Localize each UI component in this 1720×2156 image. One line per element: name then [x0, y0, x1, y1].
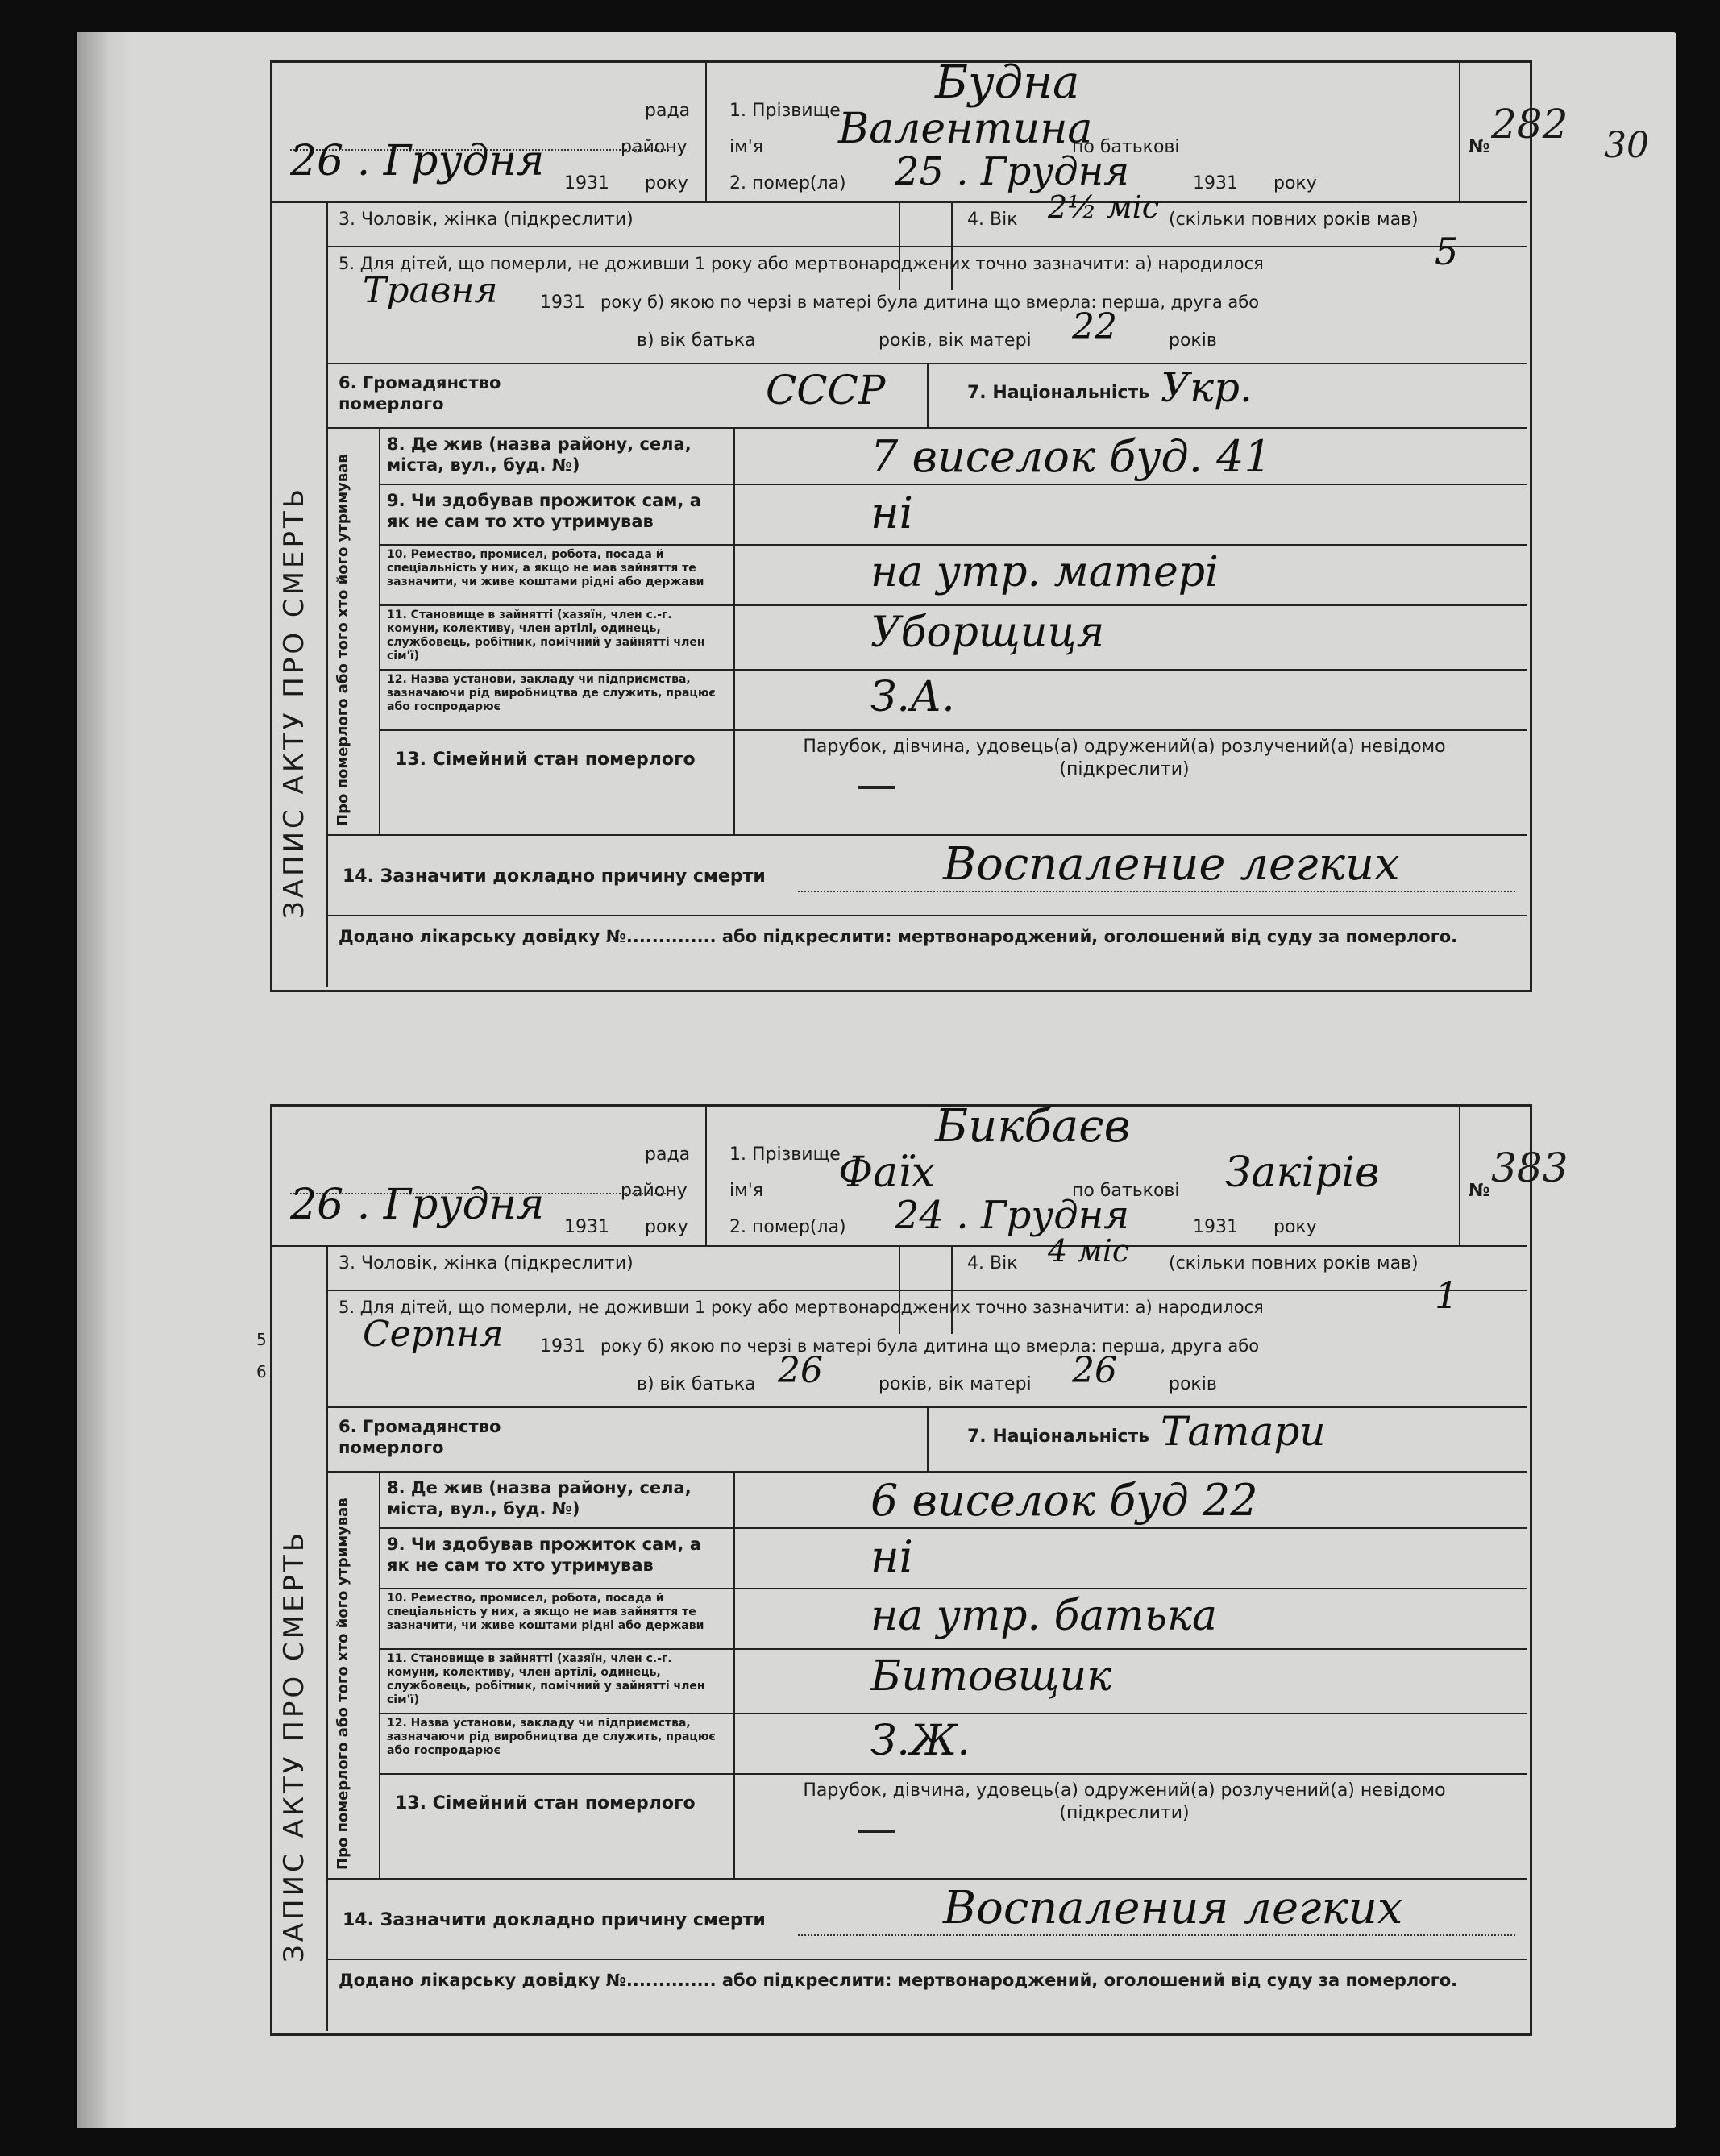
death-date: 25 . Грудня — [895, 149, 1130, 194]
label-cause: 14. Зазначити докладно причину смерти — [343, 1910, 766, 1930]
livelihood-value: ні — [870, 1531, 913, 1582]
occupation-value: на утр. матері — [870, 548, 1219, 596]
footer-note: Додано лікарську довідку №.............. або підкреслити: мертвонароджений, оголошений від суду за померлого. — [339, 1971, 1458, 1990]
label-occupation: 10. Ремество, промисел, робота, посада й спеціальність у них, а якщо не мав зайняття те зазначити, чи живе коштами рідні або держави — [387, 548, 704, 588]
residence-value: 7 виселок буд. 41 — [870, 431, 1272, 482]
label-age: 4. Вік — [967, 1253, 1018, 1273]
institution-value: З.Ж. — [870, 1717, 970, 1765]
born-year: 1931 — [540, 1336, 585, 1356]
label-name: ім'я — [729, 137, 763, 157]
mother-age: 26 — [1072, 1350, 1117, 1391]
label-roku: року — [645, 173, 688, 193]
label-infant: 5. Для дітей, що померли, не доживши 1 року або мертвонароджених точно зазначити: а) народилося — [339, 1298, 1264, 1317]
label-surname: 1. Прізвище — [729, 101, 841, 121]
registration-year: 1931 — [564, 173, 609, 193]
record-title: ЗАПИС АКТУ ПРО СМЕРТЬ — [278, 1529, 310, 1963]
marital-options: Парубок, дівчина, удовець(а) одружений(а) розлучений(а) невідомо (підкреслити) — [803, 737, 1446, 779]
label-position: 11. Становище в зайнятті (хазяїн, член с.-г. комуни, колективу, член артілі, одинець, службовець, робітник, помічний у зайнятті член сім'ї) — [387, 609, 705, 663]
label-raionu: району — [621, 1181, 688, 1201]
position-value: Уборщиця — [870, 609, 1105, 657]
father-age: 26 — [778, 1350, 823, 1391]
label-infant: 5. Для дітей, що померли, не доживши 1 року або мертвонароджених точно зазначити: а) народилося — [339, 254, 1264, 273]
position-value: Битовщик — [870, 1652, 1112, 1701]
label-institution: 12. Назва установи, закладу чи підприємства, зазначаючи рід виробництва де служить, працює або госпродарює — [387, 1717, 716, 1757]
born-month: Травня — [363, 270, 498, 311]
born-year: 1931 — [540, 293, 585, 313]
citizenship: ССCР — [766, 367, 886, 413]
surname: Бикбаєв — [935, 1100, 1131, 1153]
margin-mark-6: 6 — [256, 1362, 267, 1381]
label-birth-order: року б) якою по черзі в матері була дитина що вмерла: перша, друга або — [600, 293, 1260, 312]
label-patronymic: по батькові — [1072, 137, 1180, 157]
label-livelihood: 9. Чи здобував прожиток сам, а як не сам то хто утримував — [387, 491, 701, 531]
record-number: 383 — [1491, 1144, 1568, 1191]
born-day: 1 — [1435, 1273, 1459, 1317]
label-institution: 12. Назва установи, закладу чи підприємства, зазначаючи рід виробництва де служить, працює або госпродарює — [387, 673, 716, 713]
extra-number: 30 — [1604, 125, 1649, 166]
label-sex: 3. Чоловік, жінка (підкреслити) — [339, 1253, 634, 1273]
residence-value: 6 виселок буд 22 — [870, 1475, 1258, 1526]
label-rada: рада — [645, 1144, 691, 1165]
occupation-value: на утр. батька — [870, 1592, 1218, 1640]
registration-year: 1931 — [564, 1217, 609, 1237]
label-died: 2. помер(ла) — [729, 173, 846, 193]
livelihood-value: ні — [870, 488, 913, 538]
marital-underline — [858, 1830, 895, 1833]
mother-age: 22 — [1072, 306, 1117, 347]
label-nationality: 7. Національність — [967, 383, 1150, 403]
surname: Будна — [935, 56, 1080, 109]
marital-underline — [858, 786, 895, 789]
record-title: ЗАПИС АКТУ ПРО СМЕРТЬ — [278, 485, 310, 919]
first-name: Валентина — [838, 105, 1093, 153]
label-marital: 13. Сімейний стан померлого — [395, 1793, 696, 1813]
label-patronymic: по батькові — [1072, 1181, 1180, 1201]
label-citizenship: 6. Громадянство померлого — [339, 1417, 501, 1457]
label-mother-age: років, вік матері — [879, 1374, 1032, 1394]
label-marital: 13. Сімейний стан померлого — [395, 750, 696, 770]
age: 4 міс — [1048, 1233, 1130, 1269]
label-age-note: (скільки повних років мав) — [1169, 210, 1419, 230]
born-month: Серпня — [363, 1314, 504, 1355]
label-position: 11. Становище в зайнятті (хазяїн, член с.-г. комуни, колективу, член артілі, одинець, службовець, робітник, помічний у зайнятті член сім'ї) — [387, 1652, 705, 1706]
label-rada: рада — [645, 101, 691, 121]
label-mother-age: років, вік матері — [879, 330, 1032, 351]
label-years: років — [1169, 1374, 1217, 1394]
label-surname: 1. Прізвище — [729, 1144, 841, 1165]
cause-of-death: Воспаления легких — [943, 1882, 1403, 1934]
record-number: 282 — [1491, 101, 1568, 147]
nationality: Татари — [1161, 1408, 1326, 1455]
label-name: ім'я — [729, 1181, 763, 1201]
label-residence: 8. Де жив (назва району, села, міста, вул., буд. №) — [387, 1478, 692, 1518]
label-roku: року — [645, 1217, 688, 1237]
marital-options: Парубок, дівчина, удовець(а) одружений(а) розлучений(а) невідомо (підкреслити) — [803, 1780, 1446, 1823]
label-years: років — [1169, 330, 1217, 351]
page-binding-edge — [77, 32, 133, 2128]
label-number: № — [1469, 137, 1490, 157]
label-father-age: в) вік батька — [637, 1374, 756, 1394]
label-died: 2. помер(ла) — [729, 1217, 846, 1237]
death-date: 24 . Грудня — [895, 1193, 1130, 1238]
label-livelihood: 9. Чи здобував прожиток сам, а як не сам то хто утримував — [387, 1535, 701, 1575]
registration-date: 26 . Грудня — [290, 137, 545, 185]
label-birth-order: року б) якою по черзі в матері була дитина що вмерла: перша, друга або — [600, 1336, 1260, 1356]
label-cause: 14. Зазначити докладно причину смерти — [343, 866, 766, 887]
label-roku-2: року — [1273, 1217, 1317, 1237]
label-number: № — [1469, 1181, 1490, 1201]
label-citizenship: 6. Громадянство померлого — [339, 373, 501, 413]
label-residence: 8. Де жив (назва району, села, міста, вул., буд. №) — [387, 434, 692, 475]
death-year: 1931 — [1193, 1217, 1238, 1237]
label-roku-2: року — [1273, 173, 1317, 193]
death-year: 1931 — [1193, 173, 1238, 193]
label-nationality: 7. Національність — [967, 1427, 1150, 1447]
patronymic: Закірів — [1225, 1149, 1380, 1197]
age: 2½ міс — [1048, 189, 1160, 225]
born-day: 5 — [1435, 230, 1459, 273]
registration-date: 26 . Грудня — [290, 1181, 545, 1229]
nationality: Укр. — [1161, 364, 1253, 411]
label-sex: 3. Чоловік, жінка (підкреслити) — [339, 210, 634, 230]
side-label: Про померлого або того хто його утримував — [334, 454, 351, 826]
side-label: Про померлого або того хто його утримував — [334, 1498, 351, 1870]
label-age-note: (скільки повних років мав) — [1169, 1253, 1419, 1273]
margin-mark-5: 5 — [256, 1330, 267, 1349]
first-name: Фаїх — [838, 1149, 936, 1197]
label-occupation: 10. Ремество, промисел, робота, посада й спеціальність у них, а якщо не мав зайняття те зазначити, чи живе коштами рідні або держави — [387, 1592, 704, 1632]
label-age: 4. Вік — [967, 210, 1018, 230]
label-father-age: в) вік батька — [637, 330, 756, 351]
cause-of-death: Воспаление легких — [943, 838, 1400, 891]
label-raionu: району — [621, 137, 688, 157]
footer-note: Додано лікарську довідку №.............. або підкреслити: мертвонароджений, оголошений від суду за померлого. — [339, 927, 1458, 946]
institution-value: З.А. — [870, 673, 955, 721]
